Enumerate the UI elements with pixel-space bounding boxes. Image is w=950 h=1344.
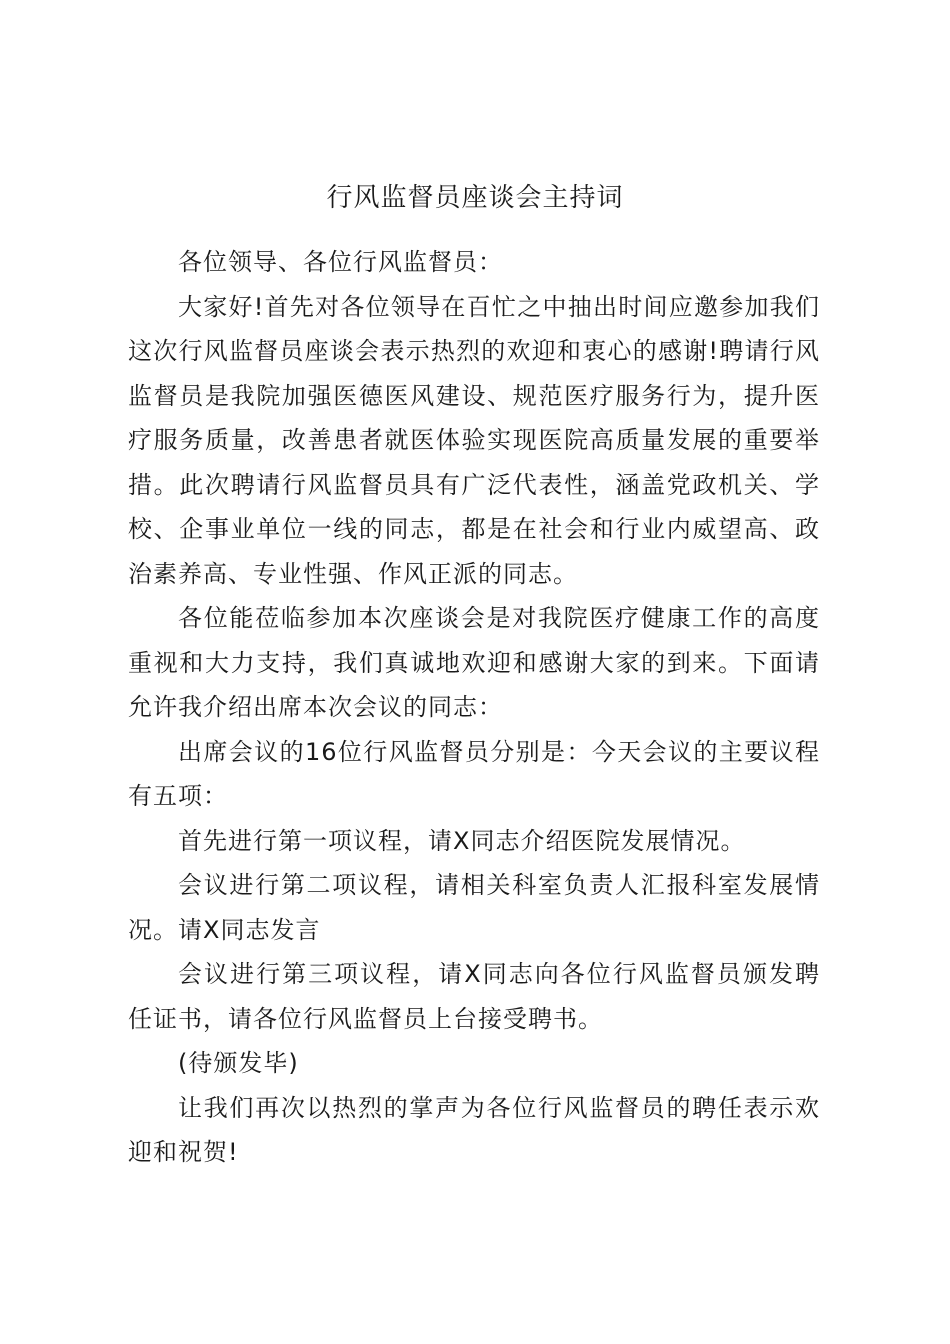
paragraph-attendees: 出席会议的16位行风监督员分别是：今天会议的主要议程有五项： [128,737,820,810]
paragraph-salutation: 各位领导、各位行风监督员： [178,248,503,276]
paragraph-closing: 让我们再次以热烈的掌声为各位行风监督员的聘任表示欢迎和祝贺! [128,1093,820,1166]
paragraph-stage-note: (待颁发毕) [178,1049,299,1077]
paragraph-opening: 大家好!首先对各位领导在百忙之中抽出时间应邀参加我们这次行风监督员座谈会表示热烈的欢迎和衷心的感谢!聘请行风监督员是我院加强医德医风建设、规范医疗服务行为，提升医疗服务质量，改善患者就医体验实现医院高质量发展的重要举措。此次聘请行风监督员具有广泛代表性，涵盖党政机关、学校、企事业单位一线的同志，都是在社会和行业内威望高、政治素养高、专业性强、作风正派的同志。 [128,292,820,588]
document-body [128,240,820,1175]
paragraph-agenda-item-3: 会议进行第三项议程，请X同志向各位行风监督员颁发聘任证书，请各位行风监督员上台接受聘书。 [128,960,820,1033]
document-title: 行风监督员座谈会主持词 [326,183,624,213]
paragraph-introduction: 各位能莅临参加本次座谈会是对我院医疗健康工作的高度重视和大力支持，我们真诚地欢迎和感谢大家的到来。下面请允许我介绍出席本次会议的同志： [128,604,820,721]
paragraph-agenda-item-1: 首先进行第一项议程，请X同志介绍医院发展情况。 [178,826,746,855]
paragraph-agenda-item-2: 会议进行第二项议程，请相关科室负责人汇报科室发展情况。请X同志发言 [128,871,820,944]
